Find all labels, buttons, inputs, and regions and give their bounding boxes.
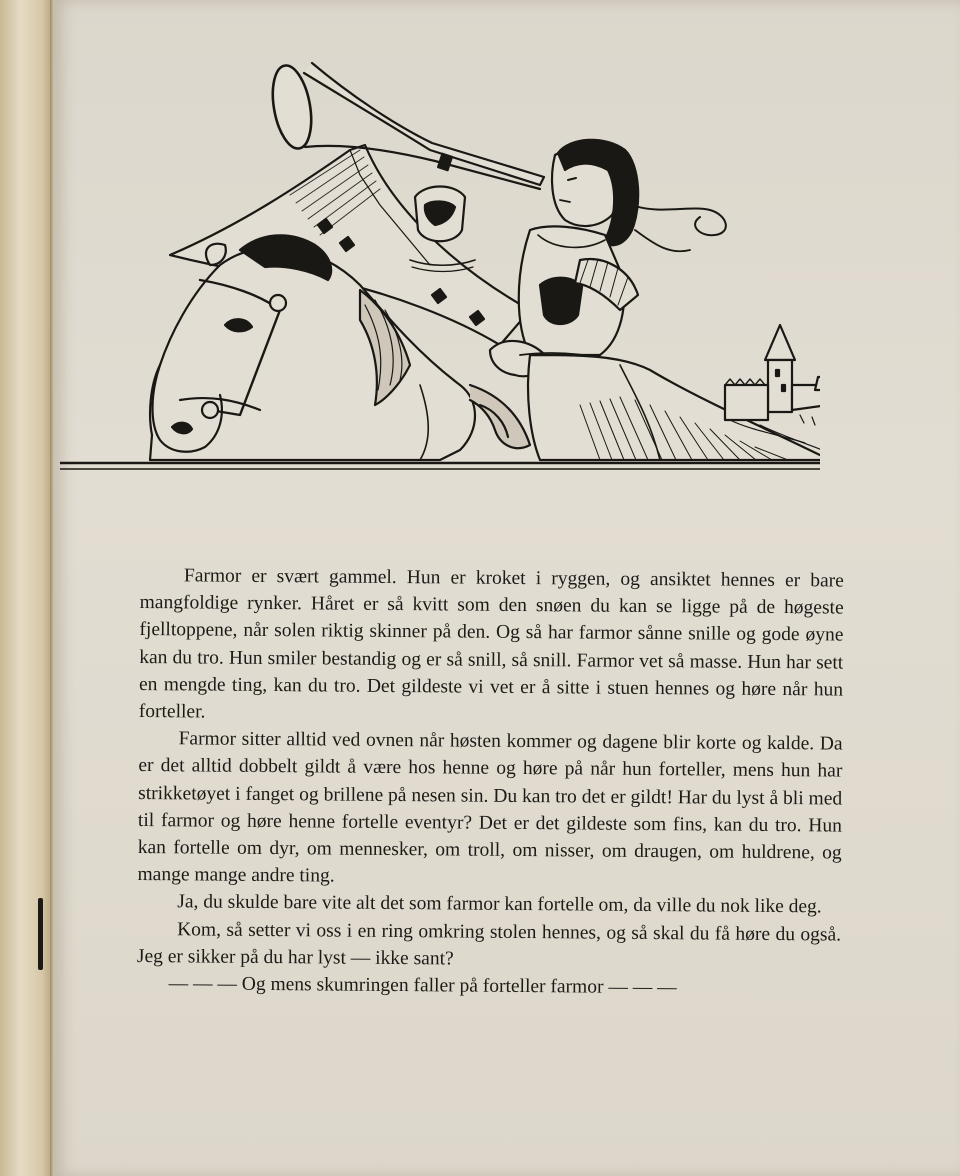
trumpet-icon bbox=[267, 63, 544, 189]
ground-line bbox=[60, 463, 820, 469]
paragraph-4: Kom, så setter vi oss i en ring omkring stolen hennes, og så skal du få høre du også. Jeg er sikker på du har lyst — ikke sant? bbox=[136, 918, 842, 970]
herald-illustration bbox=[60, 55, 820, 480]
story-text bbox=[137, 562, 844, 1003]
horse-figure bbox=[150, 235, 530, 460]
book-spine-edge bbox=[0, 0, 52, 1176]
binding-staple-bottom bbox=[38, 898, 43, 970]
paragraph-2: Farmor sitter alltid ved ovnen når høsten kommer og dagene blir korte og kalde. Da er det alltid dobbelt gildt å være hos henne og høre på når hun forteller, mens hun har strikketøyet i fanget og brillene på nesen sin. Du kan tro det er gildt! Har du lyst å bli med til farmor og høre henne fortelle eventyr? Det er det gildeste som fins, kan du tro. Hun kan fortelle om dyr, om mennesker, om troll, om nisser, om draugen, om huldrene, og mange mange andre ting. bbox=[137, 728, 843, 887]
paragraph-1: Farmor er svært gammel. Hun er kroket i ryggen, og ansiktet hennes er bare mangfoldige rynker. Håret er så kvitt som den snøen du kan se ligge på de høgeste fjelltoppene, når solen riktig skinner på den. Og så har farmor sånne snille og gode øyne kan du tro. Hun smiler bestandig og er så snill, så snill. Farmor vet så masse. Hun har sett en mengde ting, kan du tro. Det gildeste vi vet er å sitte i stuen hennes og høre når hun forteller. bbox=[138, 565, 844, 723]
closing-line: — — — Og mens skumringen faller på forteller farmor — — — bbox=[168, 973, 677, 999]
paragraph-3: Ja, du skulde bare vite alt det som farmor kan fortelle om, da ville du nok like deg. bbox=[177, 891, 822, 918]
